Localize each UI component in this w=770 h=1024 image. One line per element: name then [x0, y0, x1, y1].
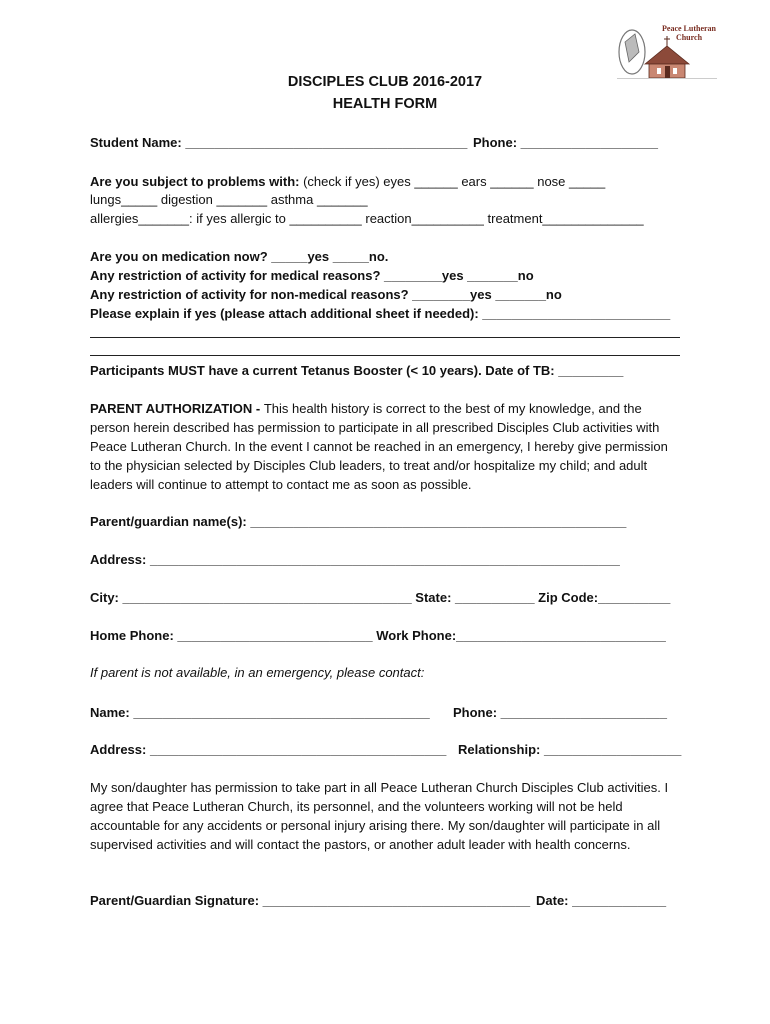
permission-paragraph: My son/daughter has permission to take part in all Peace Lutheran Church Disciples Club activities. I agree that Peace Lutheran Church, its personnel, and the volunteers working will not be held accountable for any accidents or personal injury arising there. My son/daughter will participate in all supervised activities and will contact the pastors, or another adult leader with health concerns. [90, 780, 669, 852]
problems-line-2[interactable]: lungs_____ digestion _______ asthma _______ [90, 192, 368, 207]
explain-line-1[interactable] [90, 337, 680, 338]
authorization-heading: PARENT AUTHORIZATION - [90, 401, 264, 416]
logo-line1: Peace Lutheran [662, 24, 716, 33]
problems-line-3[interactable]: allergies_______: if yes allergic to __________ reaction__________ treatment______________ [90, 211, 644, 226]
parent-authorization [90, 399, 680, 494]
emergency-address-field[interactable]: Address: _________________________________________ [90, 742, 447, 757]
problems-line-1[interactable] [90, 174, 605, 190]
emergency-name-field[interactable]: Name: _________________________________________ [90, 705, 430, 720]
student-phone-field[interactable]: Phone: ___________________ [473, 135, 659, 150]
nonmedical-restriction-question[interactable]: Any restriction of activity for non-medical reasons? ________yes _______no [90, 287, 562, 302]
form-title-line2: HEALTH FORM [332, 96, 438, 112]
tetanus-field[interactable]: Participants MUST have a current Tetanus Booster (< 10 years). Date of TB: _________ [90, 363, 624, 378]
emergency-phone-field[interactable]: Phone: _______________________ [453, 705, 667, 720]
emergency-intro: If parent is not available, in an emergency, please contact: [90, 665, 425, 680]
medical-restriction-question[interactable]: Any restriction of activity for medical reasons? ________yes _______no [90, 268, 534, 283]
phones-field[interactable]: Home Phone: ___________________________ Work Phone:_____________________________ [90, 628, 666, 643]
medication-question[interactable]: Are you on medication now? _____yes _____no. [90, 249, 389, 264]
address-field[interactable]: Address: _________________________________________________________________ [90, 552, 620, 567]
signature-date-field[interactable]: Date: _____________ [536, 893, 667, 908]
city-state-zip-field[interactable]: City: ________________________________________ State: ___________ Zip Code:__________ [90, 590, 671, 605]
emergency-relationship-field[interactable]: Relationship: ___________________ [458, 742, 682, 757]
guardian-names-field[interactable]: Parent/guardian name(s): ____________________________________________________ [90, 514, 627, 529]
authorization-text: This health history is correct to the best of my knowledge, and the person herein described has permission to participate in all prescribed Disciples Club activities with Peace Lutheran Church. In the event I cannot be reached in an emergency, I hereby give permission to the physician selected by Disciples Club leaders, to treat and/or hospitalize my child; and adult leaders will continue to attempt to contact me as soon as possible. [90, 401, 668, 492]
explain-line-2[interactable] [90, 355, 680, 356]
student-name-field[interactable]: Student Name: _______________________________________ [90, 135, 468, 150]
logo-line2: Church [675, 33, 703, 42]
problems-checks-1[interactable]: (check if yes) eyes ______ ears ______ nose _____ [299, 174, 606, 189]
form-title-line1: DISCIPLES CLUB 2016-2017 [287, 74, 483, 90]
signature-field[interactable]: Parent/Guardian Signature: _____________________________________ [90, 893, 531, 908]
explain-field[interactable]: Please explain if yes (please attach additional sheet if needed): __________________________ [90, 306, 671, 321]
problems-question: Are you subject to problems with: [90, 174, 300, 189]
